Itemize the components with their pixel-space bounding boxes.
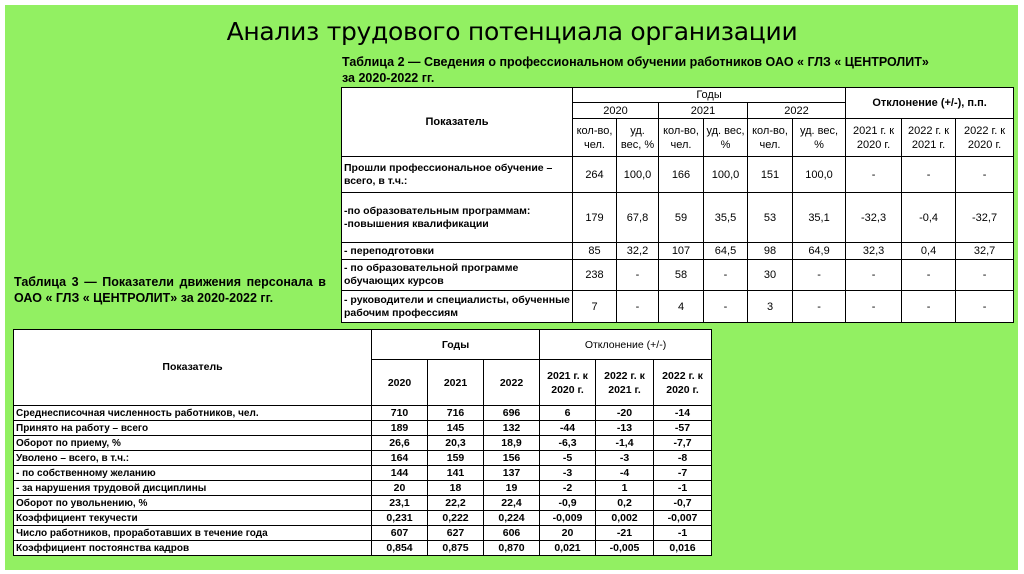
t2-cell: -32,7 [956, 193, 1014, 243]
t3-cell: 20 [372, 481, 428, 496]
t2-row-label: - руководители и специалисты, обученные рабочим профессиям [342, 291, 573, 323]
t3-cell: -0,009 [540, 511, 596, 526]
table2-caption-line2: за 2020-2022 гг. [342, 71, 435, 85]
table-row [14, 421, 712, 436]
t3-row-label: Оборот по приему, % [14, 436, 372, 451]
t3-cell: -14 [654, 406, 712, 421]
t3-cell: 0,231 [372, 511, 428, 526]
t3-cell: -1,4 [596, 436, 654, 451]
t3-cell: 696 [484, 406, 540, 421]
t2-cell: 98 [748, 243, 793, 260]
t3-cell: 137 [484, 466, 540, 481]
table3-caption: Таблица 3 — Показатели движения персонала в ОАО « ГЛЗ « ЦЕНТРОЛИТ» за 2020-2022 гг. [14, 275, 326, 305]
t2-cell: - [956, 157, 1014, 193]
t3-h-dev2: 2022 г. к 2021 г. [596, 360, 654, 406]
t2-header-years: Годы [573, 88, 846, 103]
t3-cell: 145 [428, 421, 484, 436]
t3-h-dev3: 2022 г. к 2020 г. [654, 360, 712, 406]
t3-cell: 20 [540, 526, 596, 541]
t2-row-label: -по образовательным программам: -повышения квалификации [342, 193, 573, 243]
t2-cell: - [902, 260, 956, 291]
t3-cell: -4 [596, 466, 654, 481]
t3-cell: 164 [372, 451, 428, 466]
t2-cell: 35,5 [704, 193, 748, 243]
training-table [341, 87, 1014, 323]
t2-h-dev3: 2022 г. к 2020 г. [956, 119, 1014, 157]
table-row [342, 260, 1014, 291]
t2-h-count: кол-во, чел. [748, 119, 793, 157]
t2-h-share: уд. вес, % [793, 119, 846, 157]
t3-cell: 159 [428, 451, 484, 466]
t2-cell: 67,8 [617, 193, 659, 243]
t3-cell: 23,1 [372, 496, 428, 511]
t2-cell: 0,4 [902, 243, 956, 260]
t2-cell: 179 [573, 193, 617, 243]
t3-cell: 144 [372, 466, 428, 481]
t2-h-count: кол-во, чел. [573, 119, 617, 157]
t3-cell: -1 [654, 481, 712, 496]
t3-cell: -13 [596, 421, 654, 436]
table-row [342, 193, 1014, 243]
t2-cell: - [902, 157, 956, 193]
t3-cell: 6 [540, 406, 596, 421]
t3-year-2020: 2020 [372, 360, 428, 406]
t2-cell: 32,2 [617, 243, 659, 260]
t3-cell: 18 [428, 481, 484, 496]
t3-cell: 716 [428, 406, 484, 421]
t3-cell: -0,7 [654, 496, 712, 511]
t2-header-indicator: Показатель [342, 88, 573, 157]
t2-cell: 107 [659, 243, 704, 260]
t2-h-dev2: 2022 г. к 2021 г. [902, 119, 956, 157]
t3-cell: 26,6 [372, 436, 428, 451]
slide-title: Анализ трудового потенциала организации [226, 17, 798, 46]
t2-cell: - [956, 291, 1014, 323]
t2-cell: 59 [659, 193, 704, 243]
t3-row-label: Принято на работу – всего [14, 421, 372, 436]
table-row [14, 526, 712, 541]
t3-cell: 0,875 [428, 541, 484, 556]
table-row [342, 291, 1014, 323]
t2-year-2021: 2021 [659, 103, 748, 119]
t2-cell: 100,0 [617, 157, 659, 193]
t3-cell: -21 [596, 526, 654, 541]
t3-row-label: Уволено – всего, в т.ч.: [14, 451, 372, 466]
t3-cell: 22,4 [484, 496, 540, 511]
t2-cell: - [617, 260, 659, 291]
table2-caption-line1: Таблица 2 — Сведения о профессиональном обучении работников ОАО « ГЛЗ « ЦЕНТРОЛИТ» [342, 55, 929, 69]
t2-cell: - [846, 157, 902, 193]
t2-cell: 64,5 [704, 243, 748, 260]
t2-cell: - [617, 291, 659, 323]
t3-cell: 627 [428, 526, 484, 541]
table-row [14, 511, 712, 526]
table-row [14, 436, 712, 451]
t3-header-indicator: Показатель [14, 330, 372, 406]
table-row [342, 243, 1014, 260]
t3-row-label: Среднесписочная численность работников, чел. [14, 406, 372, 421]
t3-year-2021: 2021 [428, 360, 484, 406]
t3-cell: 141 [428, 466, 484, 481]
t3-cell: 0,2 [596, 496, 654, 511]
t2-row-label: - переподготовки [342, 243, 573, 260]
table-row [14, 406, 712, 421]
t2-cell: 4 [659, 291, 704, 323]
t3-cell: 189 [372, 421, 428, 436]
t3-header-deviation: Отклонение (+/-) [540, 330, 712, 360]
t2-row-label: - по образовательной программе обучающих курсов [342, 260, 573, 291]
t2-cell: - [846, 260, 902, 291]
t3-cell: 0,222 [428, 511, 484, 526]
t3-cell: 710 [372, 406, 428, 421]
t3-cell: 20,3 [428, 436, 484, 451]
t3-cell: 0,016 [654, 541, 712, 556]
t2-cell: 238 [573, 260, 617, 291]
t3-cell: -0,9 [540, 496, 596, 511]
table-row [14, 481, 712, 496]
table-row [14, 451, 712, 466]
t3-cell: 18,9 [484, 436, 540, 451]
t3-cell: -7 [654, 466, 712, 481]
t2-header-deviation: Отклонение (+/-), п.п. [846, 88, 1014, 119]
t3-cell: -3 [596, 451, 654, 466]
t2-h-share: уд. вес, % [617, 119, 659, 157]
t2-cell: 64,9 [793, 243, 846, 260]
t2-cell: -0,4 [902, 193, 956, 243]
t2-cell: - [704, 291, 748, 323]
t3-cell: -7,7 [654, 436, 712, 451]
table-row [342, 157, 1014, 193]
t2-cell: 100,0 [793, 157, 846, 193]
t2-row-label: Прошли профессиональное обучение – всего, в т.ч.: [342, 157, 573, 193]
t2-cell: - [704, 260, 748, 291]
t3-cell: 156 [484, 451, 540, 466]
t2-cell: - [846, 291, 902, 323]
t3-row-label: - за нарушения трудовой дисциплины [14, 481, 372, 496]
t3-cell: 19 [484, 481, 540, 496]
table-row [14, 466, 712, 481]
t2-cell: 53 [748, 193, 793, 243]
personnel-table [13, 329, 712, 556]
t2-h-dev1: 2021 г. к 2020 г. [846, 119, 902, 157]
t3-cell: -0,005 [596, 541, 654, 556]
t2-cell: 58 [659, 260, 704, 291]
t3-cell: 22,2 [428, 496, 484, 511]
t2-year-2020: 2020 [573, 103, 659, 119]
t2-cell: 30 [748, 260, 793, 291]
t3-row-label: Число работников, проработавших в течение года [14, 526, 372, 541]
t3-cell: -1 [654, 526, 712, 541]
t2-cell: - [902, 291, 956, 323]
t2-cell: 100,0 [704, 157, 748, 193]
t2-cell: - [793, 291, 846, 323]
t3-h-dev1: 2021 г. к 2020 г. [540, 360, 596, 406]
t2-cell: 32,7 [956, 243, 1014, 260]
t3-year-2022: 2022 [484, 360, 540, 406]
t3-cell: 132 [484, 421, 540, 436]
t2-h-share: уд. вес, % [704, 119, 748, 157]
t2-cell: - [956, 260, 1014, 291]
t2-cell: 3 [748, 291, 793, 323]
t3-cell: 607 [372, 526, 428, 541]
t2-cell: 166 [659, 157, 704, 193]
t3-row-label: - по собственному желанию [14, 466, 372, 481]
t3-cell: 606 [484, 526, 540, 541]
t3-cell: 1 [596, 481, 654, 496]
t2-cell: 264 [573, 157, 617, 193]
t3-cell: -2 [540, 481, 596, 496]
t3-cell: 0,002 [596, 511, 654, 526]
t3-row-label: Коэффициент постоянства кадров [14, 541, 372, 556]
t2-cell: -32,3 [846, 193, 902, 243]
t3-cell: -57 [654, 421, 712, 436]
t3-row-label: Оборот по увольнению, % [14, 496, 372, 511]
t3-cell: 0,021 [540, 541, 596, 556]
t2-cell: 35,1 [793, 193, 846, 243]
table-row [14, 496, 712, 511]
t3-cell: -3 [540, 466, 596, 481]
t3-cell: 0,854 [372, 541, 428, 556]
t3-header-years: Годы [372, 330, 540, 360]
t3-row-label: Коэффициент текучести [14, 511, 372, 526]
t3-cell: -44 [540, 421, 596, 436]
t2-cell: 7 [573, 291, 617, 323]
table2-caption [342, 54, 1012, 86]
t3-cell: -0,007 [654, 511, 712, 526]
t3-cell: -20 [596, 406, 654, 421]
t3-cell: 0,870 [484, 541, 540, 556]
t2-cell: - [793, 260, 846, 291]
t3-cell: 0,224 [484, 511, 540, 526]
t2-cell: 32,3 [846, 243, 902, 260]
t3-cell: -8 [654, 451, 712, 466]
t2-h-count: кол-во, чел. [659, 119, 704, 157]
t2-cell: 85 [573, 243, 617, 260]
t3-cell: -6,3 [540, 436, 596, 451]
t3-cell: -5 [540, 451, 596, 466]
t2-cell: 151 [748, 157, 793, 193]
table-row [14, 541, 712, 556]
t2-year-2022: 2022 [748, 103, 846, 119]
